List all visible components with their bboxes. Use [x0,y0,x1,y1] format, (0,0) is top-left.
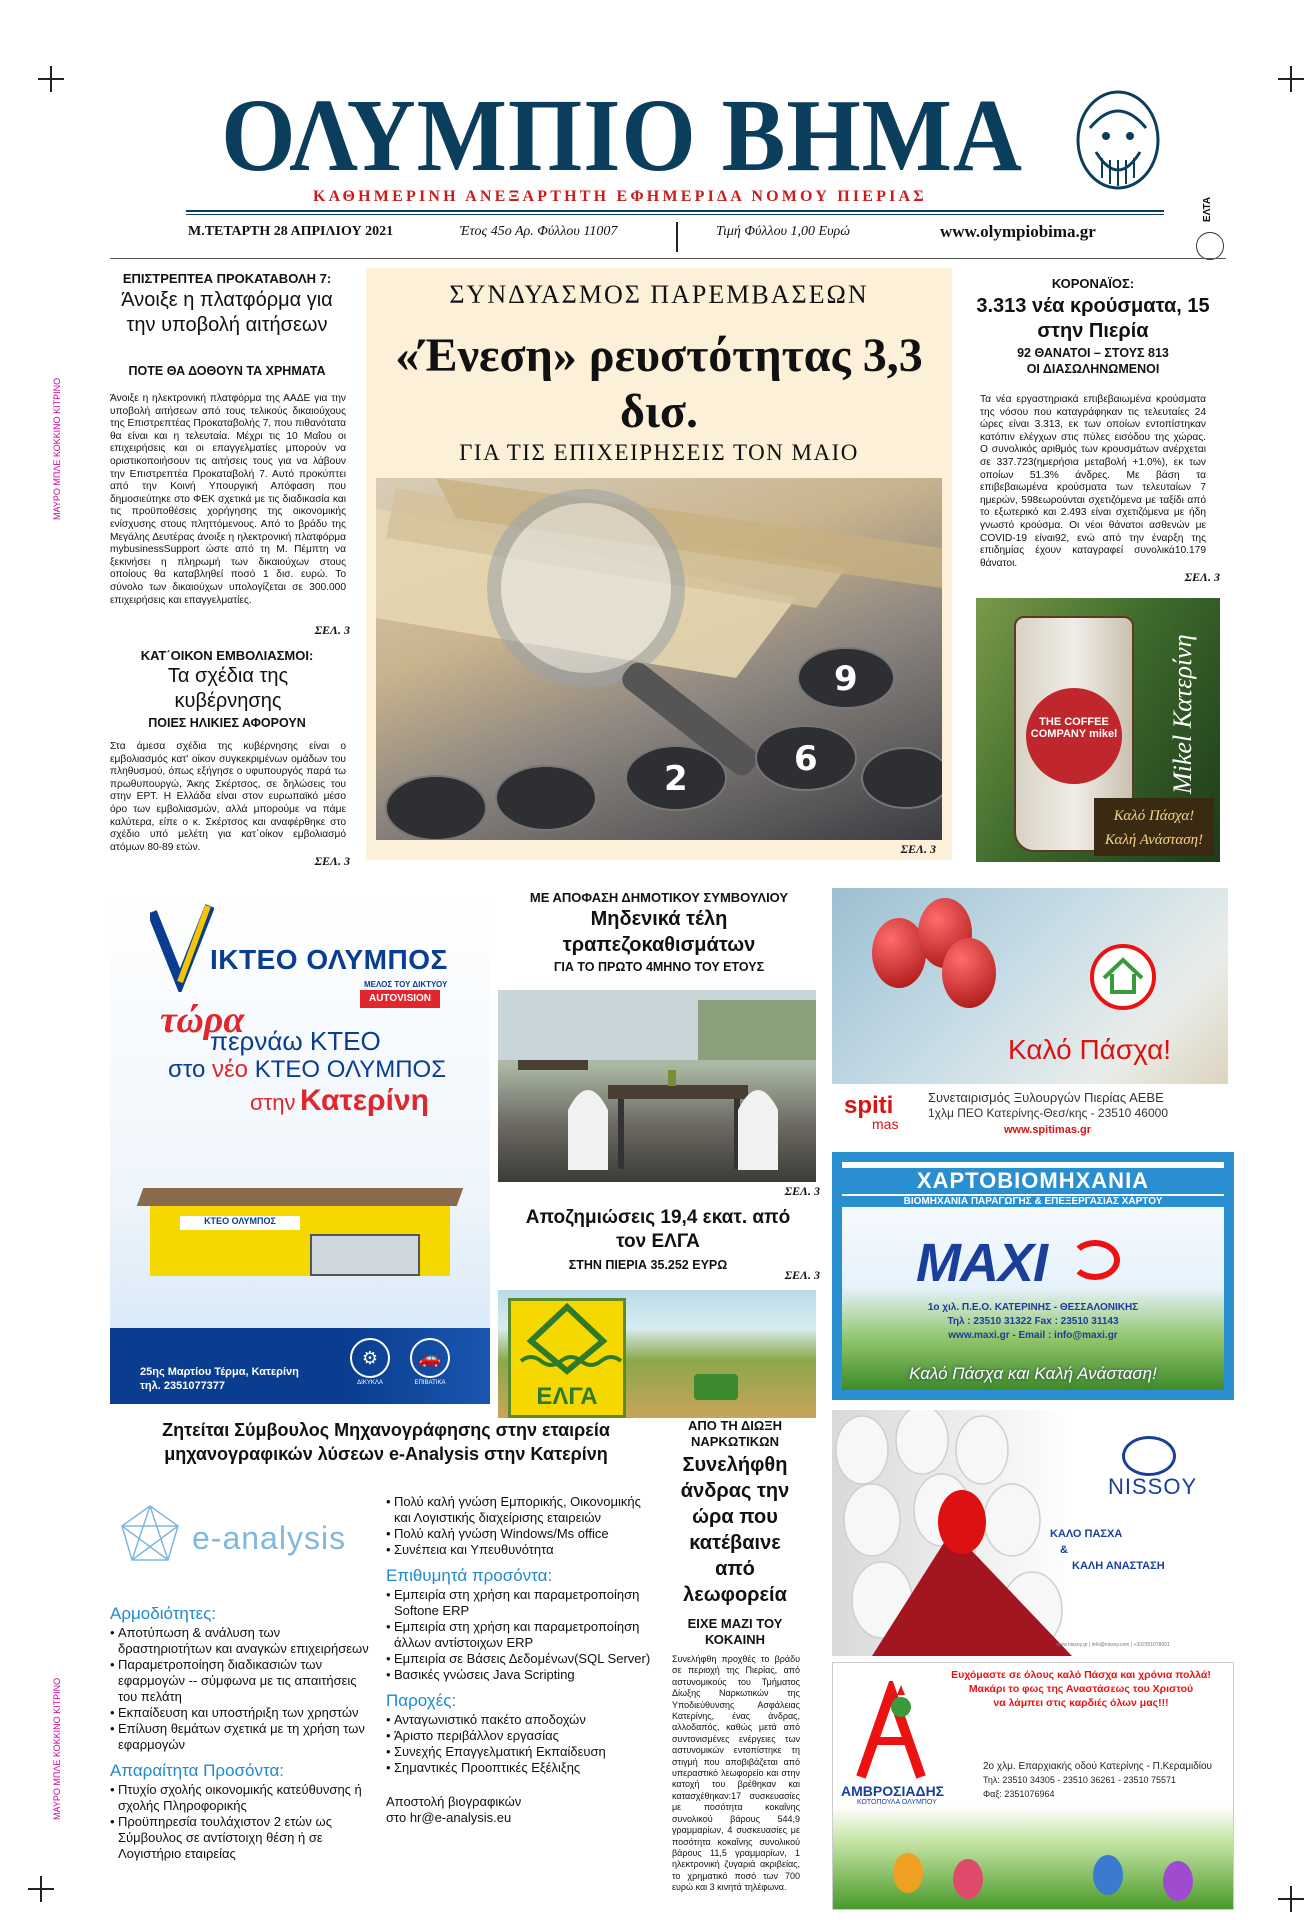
list-item: • Πολύ καλή γνώση Εμπορικής, Οικονομικής και Λογιστικής διαχείρισης εταιρειών [386,1494,658,1526]
eggs-illustration [832,1410,1072,1656]
duties-list [110,1625,372,1753]
spiti-web[interactable]: www.spitimas.gr [1004,1124,1092,1136]
maxi-address: 1ο χιλ. Π.Ε.Ο. ΚΑΤΕΡΙΝΗΣ - ΘΕΣΣΑΛΟΝΙΚΗΣ [927,1302,1139,1313]
wish3: να λάμπει στις καρδιές όλων μας!!! [993,1697,1169,1709]
list-item: • Πτυχίο σχολής οικονομικής κατεύθυνσης ή σχολής Πληροφορικής [110,1782,372,1814]
list-item: • Άριστο περιβάλλον εργασίας [386,1728,658,1744]
ambrosiadis-tel: Τηλ: 23510 34305 - 23510 36261 - 23510 75571 [983,1775,1177,1785]
crop-mark [1278,66,1304,92]
ambrosiadis-ad[interactable] [832,1662,1234,1910]
elga-photo [498,1290,816,1418]
house-logo-icon [1090,944,1156,1010]
kteo-line1: περνάω ΚΤΕΟ [210,1026,381,1056]
offer-heading: Παροχές: [386,1691,457,1710]
autovision-logo: AUTOVISION [360,990,440,1008]
page-ref[interactable]: ΣΕΛ. 3 [314,623,350,637]
page-ref[interactable]: ΣΕΛ. 3 [314,854,350,868]
skills-list [386,1494,658,1558]
money-calculator-illustration [376,478,942,840]
easter-egg [1093,1855,1123,1895]
nissoy-line2: ΚΑΛΗ ΑΝΑΣΤΑΣΗ [1072,1560,1165,1572]
drug-kicker: ΑΠΟ ΤΗ ΔΙΩΞΗ ΝΑΡΚΩΤΙΚΩΝ [687,1418,783,1449]
issue-price: Τιμή Φύλλου 1,00 Ευρώ [716,224,850,239]
list-item: • Βασικές γνώσεις Java Scripting [386,1667,658,1683]
spiti-line1: Συνεταιρισμός Ξυλουργών Πιερίας ΑΕΒΕ [928,1090,1164,1105]
ambrosiadis-fax: Φαξ: 2351076964 [983,1789,1055,1799]
job-email[interactable]: στο hr@e-analysis.eu [386,1810,512,1825]
right-story-headline: 3.313 νέα κρούσματα, 15 στην Πιερία [976,295,1210,342]
page-ref[interactable]: ΣΕΛ. 3 [1184,570,1220,584]
left-story2-sub: ΠΟΙΕΣ ΗΛΙΚΙΕΣ ΑΦΟΡΟΥΝ [148,716,306,730]
building-window [310,1234,420,1276]
mikel-ad[interactable] [976,598,1220,862]
spiti-brand2: mas [872,1116,899,1132]
maxi-brand: MAXI [916,1233,1047,1293]
kteo-line3-pre: στην [250,1090,296,1115]
page-ref[interactable]: ΣΕΛ. 3 [784,1268,820,1282]
drug-sub: ΕΙΧΕ ΜΑΖΙ ΤΟΥ ΚΟΚΑΙΝΗ [687,1616,783,1647]
job-right-col [386,1494,658,1826]
color-bar-text: ΜΑΥΡΟ ΜΠΛΕ ΚΟΚΚΙΝΟ ΚΙΤΡΙΝΟ [52,1677,62,1820]
ambrosiadis-brand: ΑΜΒΡΟΣΙΑΔΗΣ [841,1783,945,1799]
duties-heading: Αρμοδιότητες: [110,1604,217,1623]
lead-headline: «Ένεση» ρευστότητας 3,3 δισ. [395,329,923,438]
page-ref[interactable]: ΣΕΛ. 3 [900,842,936,856]
svg-text:9: 9 [834,659,858,699]
spiti-ad[interactable] [832,888,1228,1144]
mid-story1-headline: Μηδενικά τέλη τραπεζοκαθισμάτων [562,908,756,956]
mid-story2-headline: Αποζημιώσεις 19,4 εκατ. από τον ΕΛΓΑ [525,1207,791,1252]
masthead-rule [186,210,1164,212]
website-link[interactable]: www.olympiobima.gr [940,222,1096,241]
wish1: Ευχόμαστε σε όλους καλό Πάσχα και χρόνια πολλά! [951,1669,1211,1681]
right-story-body: Τα νέα εργαστηριακά επιβεβαιωμένα κρούσματα της νόσου που καταγράφηκαν τις τελευταίες 24 ώρες είναι 3.313, εκ των οποίων εντοπίστηκαν κατόπιν ελέγχων στις πύλες εισόδου της χώρας. Ο συνολικός αριθμός των κρουσμάτων ανέρχεται σε 337.723(ημερήσια μεταβολή +1.0%), εκ των οποίων 51.3% άνδρες. Με βάση τα επιβεβαιωμένα κρούσματα των τελευταίων 7 ημερών, 598εωρούνται σχετιζόμενα με ταξίδι από το εξωτερικό και 2.493 είναι σχετιζόμενα με ήδη γνωστό κρούσμα. Οι νέοι θάνατοι ασθενών με COVID-19 είναι92, ενώ από την έναρξη της επιδημίας έχουν καταγραφεί συνολικά10.179 θάνατοι. [980,394,1206,569]
job-ad [110,1410,662,1906]
crop-mark [38,66,64,92]
kteo-building [140,1158,460,1288]
crop-mark [1278,1886,1304,1912]
easter-egg [953,1859,983,1899]
list-item: • Παραμετροποίηση διαδικασιών των εφαρμογών -- σύμφωνα με τις απαιτήσεις του πελάτη [110,1657,372,1705]
nissoy-line1: ΚΑΛΟ ΠΑΣΧΑ [1050,1528,1123,1540]
masthead-emblem [1072,88,1164,196]
kteo-logo-icon [150,902,214,992]
kteo-line3-city: Κατερίνη [299,1084,429,1117]
lead-photo [376,478,942,840]
nissoy-ad[interactable] [832,1410,1234,1656]
list-item: • Προϋπηρεσία τουλάχιστον 2 ετών ως Σύμβουλος σε αντίστοιχη θέση ή σε Λογιστήριο εταιρείας [110,1814,372,1862]
right-story-kicker: ΚΟΡΟΝΑΪΟΣ: [1051,276,1135,291]
left-story-headline: Άνοιξε η πλατφόρμα για την υποβολή αιτήσεων [121,289,333,336]
left-story-sub: ΠΟΤΕ ΘΑ ΔΟΘΟΥΝ ΤΑ ΧΡΗΜΑΤΑ [128,364,326,378]
pref-list [386,1587,658,1683]
spiti-brand: spiti [844,1092,894,1119]
nissoy-logo-icon [1122,1436,1176,1476]
tractor-icon [694,1374,738,1400]
left-story2-body: Στα άμεσα σχέδια της κυβέρνησης είναι ο εμβολιασμός κατ' οίκον συγκεκριμένων ομάδων του πληθυσμού, όπως εξήγησε ο υφυπουργός παρά τω πρωθυπουργώ, Άκης Σκέρτσος, σε δηλώσεις του στην ΕΡΤ. Η Ελλάδα είναι στον ευρωπαϊκό μέσο όρο των εμβολιασμών, αλλά μπορούμε να πάμε καλύτερα, είπε ο κ. Σκέρτσος και αναφέρθηκε στο σχέδιο υπό μελέτη για κατ΄οίκον εμβολιασμό ατόμων 80-89 ετών. [110,741,346,853]
elga-logo [508,1298,626,1418]
issue-date: Μ.ΤΕΤΑΡΤΗ 28 ΑΠΡΙΛΙΟΥ 2021 [188,224,394,239]
mid-story1-kicker: ΜΕ ΑΠΟΦΑΣΗ ΔΗΜΟΤΙΚΟΥ ΣΥΜΒΟΥΛΙΟΥ [529,890,789,905]
spiti-greet: Καλό Πάσχα! [1008,1034,1172,1065]
page-ref[interactable]: ΣΕΛ. 3 [784,1184,820,1198]
offer-list [386,1712,658,1776]
kteo-now: τώρα [160,999,245,1041]
mid-story1-sub: ΓΙΑ ΤΟ ΠΡΩΤΟ 4ΜΗΝΟ ΤΟΥ ΕΤΟΥΣ [553,960,765,974]
kteo-phone: τηλ. 2351077377 [140,1380,226,1392]
building-sign: ΚΤΕΟ ΟΛΥΜΠΟΣ [180,1216,300,1230]
building-roof [137,1188,464,1206]
kteo-footer [110,1328,490,1404]
kteo-address: 25ης Μαρτίου Τέρμα, Κατερίνη [140,1366,299,1378]
kteo-icon2-label: ΕΠΙΒΑΤΙΚΑ [414,1380,446,1386]
left-story-body: Άνοιξε η ηλεκτρονική πλατφόρμα της ΑΑΔΕ για την υποβολή αιτήσεων από τους τελικούς δικαιούχους της Επιστρεπτέας Προκαταβολής 7, που πιθανότατα θα είναι και η τελευταία. Μέχρι τις 10 Μαΐου οι επιχειρήσεις και οι επαγγελματίες μπορούν να οριστικοποιήσουν τις αιτήσεις τους για να λάβουν την Επιστρεπτέα Προκαταβολή 7. Αυτό προκύπτει από την Κοινή Υπουργική Απόφαση που δημοσιεύτηκε στο ΦΕΚ σχετικά με τις διαδικασία και τις προϋποθέσεις χορήγησης της οικονομικής ενίσχυσης στους πληττόμενους. Από το βράδυ της Μεγάλης Δευτέρας άνοιξε η ηλεκτρονική πλατφόρμα mybusinessSupport ώστε από τη Μ. Πέμπτη να ξεκινήσει η πληρωμή των δικαιούχων στους οποίους θα καταβληθεί ποσό 1 δισ. ευρώ. Το σύνολο των δικαιούχων υπολογίζεται σε 300.000 επιχειρήσεις και επαγγελματίες. [110,393,346,606]
page-rule [110,258,1226,259]
pref-heading: Επιθυμητά προσόντα: [386,1566,553,1585]
ambrosiadis-addr: 2ο χλμ. Επαρχιακής οδού Κατερίνης - Π.Κεραμιδίου [983,1761,1213,1772]
req-heading: Απαραίτητα Προσόντα: [110,1761,285,1780]
masthead-divider [676,222,678,252]
job-title1: Ζητείται Σύμβουλος Μηχανογράφησης στην εταιρεία [162,1420,610,1440]
zeus-head-icon [1072,88,1164,196]
masthead-rule [186,214,1164,215]
kteo-line2-post: ΚΤΕΟ ΟΛΥΜΠΟΣ [254,1056,447,1083]
color-bar-text: ΜΑΥΡΟ ΜΠΛΕ ΚΟΚΚΙΝΟ ΚΙΤΡΙΝΟ [52,377,62,520]
maxi-ad[interactable] [832,1152,1234,1400]
kteo-member: ΜΕΛΟΣ ΤΟΥ ΔΙΚΤΥΟΥ [364,980,448,989]
mikel-greet1: Καλό Πάσχα! [1113,808,1195,824]
elta-label: ΕΛΤΑ [1202,196,1213,222]
list-item: • Συνέπεια και Υπευθυνότητα [386,1542,658,1558]
job-title2: μηχανογραφικών λύσεων e-Analysis στην Κατερίνη [164,1444,608,1464]
greeting-box [1094,798,1214,856]
e-analysis-logo [118,1502,358,1572]
drug-headline: Συνελήφθη άνδρας την ώρα που κατέβαινε από λεωφορεία [680,1454,790,1606]
ambrosiadis-tag: ΚΟΤΟΠΟΥΛΑ ΟΛΥΜΠΟΥ [857,1799,937,1806]
job-left-col [110,1596,372,1862]
moto-icon: ⚙ [350,1338,390,1378]
list-item: • Ανταγωνιστικό πακέτο αποδοχών [386,1712,658,1728]
list-item: • Σημαντικές Προοπτικές Εξέλιξης [386,1760,658,1776]
list-item: • Επίλυση θεμάτων σχετικά με τη χρήση των εφαρμογών [110,1721,372,1753]
issue-number: Έτος 45ο Αρ. Φύλλου 11007 [460,224,618,239]
list-item: • Εμπειρία στη χρήση και παραμετροποίηση Softone ERP [386,1587,658,1619]
maxi-title: ΧΑΡΤΟΒΙΟΜΗΧΑΝΙΑ [842,1168,1224,1194]
list-item: • Πολύ καλή γνώση Windows/Ms office [386,1526,658,1542]
lead-story-box [366,268,952,860]
mikel-vertical: Mikel Κατερίνη [1168,634,1197,794]
left-story2-kicker: ΚΑΤ΄ΟΙΚΟΝ ΕΜΒΟΛΙΑΣΜΟΙ: [140,648,314,663]
spiti-line2: 1χλμ ΠΕΟ Κατερίνης-Θεσ/κης - 23510 46000 [928,1106,1169,1120]
nissoy-amp: & [1060,1544,1068,1556]
elga-logo-text: ΕΛΓΑ [536,1383,598,1410]
stamp-icon [1196,232,1224,260]
left-story-kicker: ΕΠΙΣΤΡΕΠΤΕΑ ΠΡΟΚΑΤΑΒΟΛΗ 7: [122,271,332,286]
cup-logo: THE COFFEE COMPANY mikel [1026,688,1122,784]
kteo-line2-new: νέο [211,1056,249,1083]
elta-stamp [1196,176,1226,260]
cafe-photo [498,990,816,1182]
cafe-tables-illustration [498,990,816,1182]
easter-egg [893,1853,923,1893]
kteo-line2-pre: στο [168,1056,206,1083]
kteo-line2 [168,1056,446,1084]
job-send: Αποστολή βιογραφικών [386,1794,522,1809]
svg-text:2: 2 [664,759,688,799]
req-list [110,1782,372,1862]
e-analysis-logo-icon [118,1502,182,1566]
mid-story2-sub: ΣΤΗΝ ΠΙΕΡΙΑ 35.252 ΕΥΡΩ [568,1258,728,1272]
masthead-subtitle: ΚΑΘΗΜΕΡΙΝΗ ΑΝΕΞΑΡΤΗΤΗ ΕΦΗΜΕΡΙΔΑ ΝΟΜΟΥ ΠΙΕΡΙΑΣ [313,188,927,205]
list-item: • Εμπειρία σε Βάσεις Δεδομένων(SQL Server) [386,1651,658,1667]
list-item: • Εκπαίδευση και υποστήριξη των χρηστών [110,1705,372,1721]
list-item: • Συνεχής Επαγγελματική Εκπαίδευση [386,1744,658,1760]
lead-kicker: ΣΥΝΔΥΑΣΜΟΣ ΠΑΡΕΜΒΑΣΕΩΝ [449,280,869,309]
svg-text:6: 6 [794,739,818,779]
left-story2-headline: Τα σχέδια της κυβέρνησης [167,665,289,712]
e-analysis-wordmark: e-analysis [192,1520,347,1556]
maxi-web[interactable]: www.maxi.gr - Email : info@maxi.gr [948,1330,1118,1341]
car-icon: 🚗 [410,1338,450,1378]
elga-wheat-icon [511,1301,623,1381]
egg [942,938,996,1008]
mikel-greet2: Καλή Ανάσταση! [1104,832,1204,848]
red-eggs [872,898,992,998]
spiti-footer [832,1084,1228,1144]
nissoy-brand: NISSOY [1108,1474,1198,1499]
kteo-brand: ΙΚΤΕΟ ΟΛΥΜΠΟΣ [210,944,448,975]
drug-body: Συνελήφθη προχθές το βράδυ σε περιοχή της Πιερίας, από αστυνομικούς του Τμήματος Δίωξης Ναρκωτικών της Υποδιεύθυνσης Ασφάλειας Κατερίνης, ένας άνδρας, αλλοδαπός, καθώς μετά από συντονισμένες ενέργειες των αστυνομικών εντοπίστηκε τη στιγμή που αποβιβάζεται από υπεραστικό λεωφορείο και στην κατοχή του βρέθηκαν και κατασχέθηκαν:17 συσκευασίες με ποσότητα κοκαΐνης συνολικού βάρους 544,9 γραμμαρίων, 4 συσκευασίες με ποσότητα κοκαΐνης συνολικού βάρους 11,5 γραμμαρίων, 1 ηλεκτρονική ζυγαριά ακριβείας, το χρηματικό ποσό των 700 ευρώ και 3 κινητά τηλέφωνα. [672,1654,800,1893]
lead-sub: ΓΙΑ ΤΙΣ ΕΠΙΧΕΙΡΗΣΕΙΣ ΤΟΝ ΜΑΙΟ [459,440,859,465]
masthead-title: ΟΛΥΜΠΙΟ ΒΗΜΑ [221,78,1023,193]
kteo-icon1-label: ΔΙΚΥΚΛΑ [357,1380,383,1386]
right-story-sub: 92 ΘΑΝΑΤΟΙ – ΣΤΟΥΣ 813 [1017,346,1169,360]
kteo-line3 [250,1084,429,1118]
nissoy-small: www.nissoy.gr | info@nissoy.com | +302351078001 [1056,1642,1170,1648]
maxi-subtitle: ΒΙΟΜΗΧΑΝΙΑ ΠΑΡΑΓΩΓΗΣ & ΕΠΕΞΕΡΓΑΣΙΑΣ ΧΑΡΤΟΥ [842,1196,1224,1207]
list-item: • Εμπειρία στη χρήση και παραμετροποίηση άλλων αντίστοιχων ERP [386,1619,658,1651]
kteo-ad[interactable] [110,888,490,1404]
crop-mark [28,1876,54,1902]
maxi-swoosh [1070,1240,1120,1280]
wish2: Μακάρι το φως της Αναστάσεως του Χριστού [968,1683,1194,1695]
list-item: • Αποτύπωση & ανάλυση των δραστηριοτήτων και αναγκών επιχειρήσεων [110,1625,372,1657]
maxi-greet: Καλό Πάσχα και Καλή Ανάσταση! [909,1364,1157,1383]
rooster-icon [853,1681,929,1781]
right-story-sub: ΟΙ ΔΙΑΣΩΛΗΝΩΜΕΝΟΙ [1026,362,1160,376]
easter-egg [1163,1861,1193,1901]
maxi-phone: Τηλ : 23510 31322 Fax : 23510 31143 [947,1316,1119,1327]
